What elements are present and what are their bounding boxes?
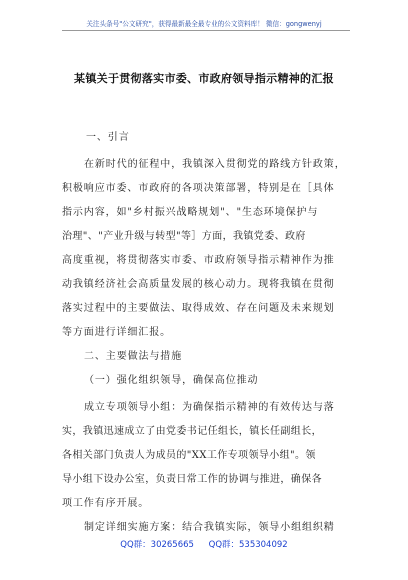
paragraph-line: 高度重视，将贯彻落实市委、市政府领导指示精神作为推 (62, 255, 335, 266)
paragraph-line: 指示内容，如"乡村振兴战略规划"、"生态环境保护与 (62, 207, 319, 218)
header-divider (62, 30, 350, 31)
header-promo-text: 关注头条号"公文研究"，获得最新最全最专业的公文资料库！ 微信：gongwenyj (86, 20, 322, 28)
section-heading-intro: 一、引言 (86, 132, 130, 143)
paragraph-line: 动我镇经济社会高质量发展的核心动力。现将我镇在贯彻 (62, 279, 335, 290)
paragraph-line: 落实过程中的主要做法、取得成效、存在问题及未来规划 (62, 303, 335, 314)
paragraph-line: 各相关部门负责人为成员的"XX工作专项领导小组"。领 (62, 450, 316, 461)
section-heading-measures: 二、主要做法与措施 (84, 351, 183, 362)
footer-qq-group-1: QQ群：30265665 (120, 540, 194, 550)
paragraph-line: 积极响应市委、市政府的各项决策部署，特别是在［具体 (62, 183, 335, 194)
subsection-heading: （一）强化组织领导，确保高位推动 (84, 375, 259, 386)
paragraph-line: 治理"、"产业升级与转型"等］方面，我镇党委、政府 (62, 231, 306, 242)
footer-qq-groups (0, 538, 408, 550)
paragraph-line: 在新时代的征程中，我镇深入贯彻党的路线方针政策， (84, 159, 346, 170)
paragraph-line: 项工作有序开展。 (62, 498, 150, 509)
paragraph-line: 实，我镇迅速成立了由党委书记任组长，镇长任副组长， (62, 426, 322, 437)
paragraph-line: 制定详细实施方案：结合我镇实际，领导小组组织精 (84, 522, 335, 533)
paragraph-line: 导小组下设办公室，负责日常工作的协调与推进，确保各 (62, 474, 322, 485)
footer-qq-group-2: QQ群：535304092 (208, 540, 288, 550)
document-title: 某镇关于贯彻落实市委、市政府领导指示精神的汇报 (74, 72, 334, 85)
paragraph-line: 等方面进行详细汇报。 (62, 327, 171, 338)
paragraph-line: 成立专项领导小组：为确保指示精神的有效传达与落 (84, 402, 335, 413)
